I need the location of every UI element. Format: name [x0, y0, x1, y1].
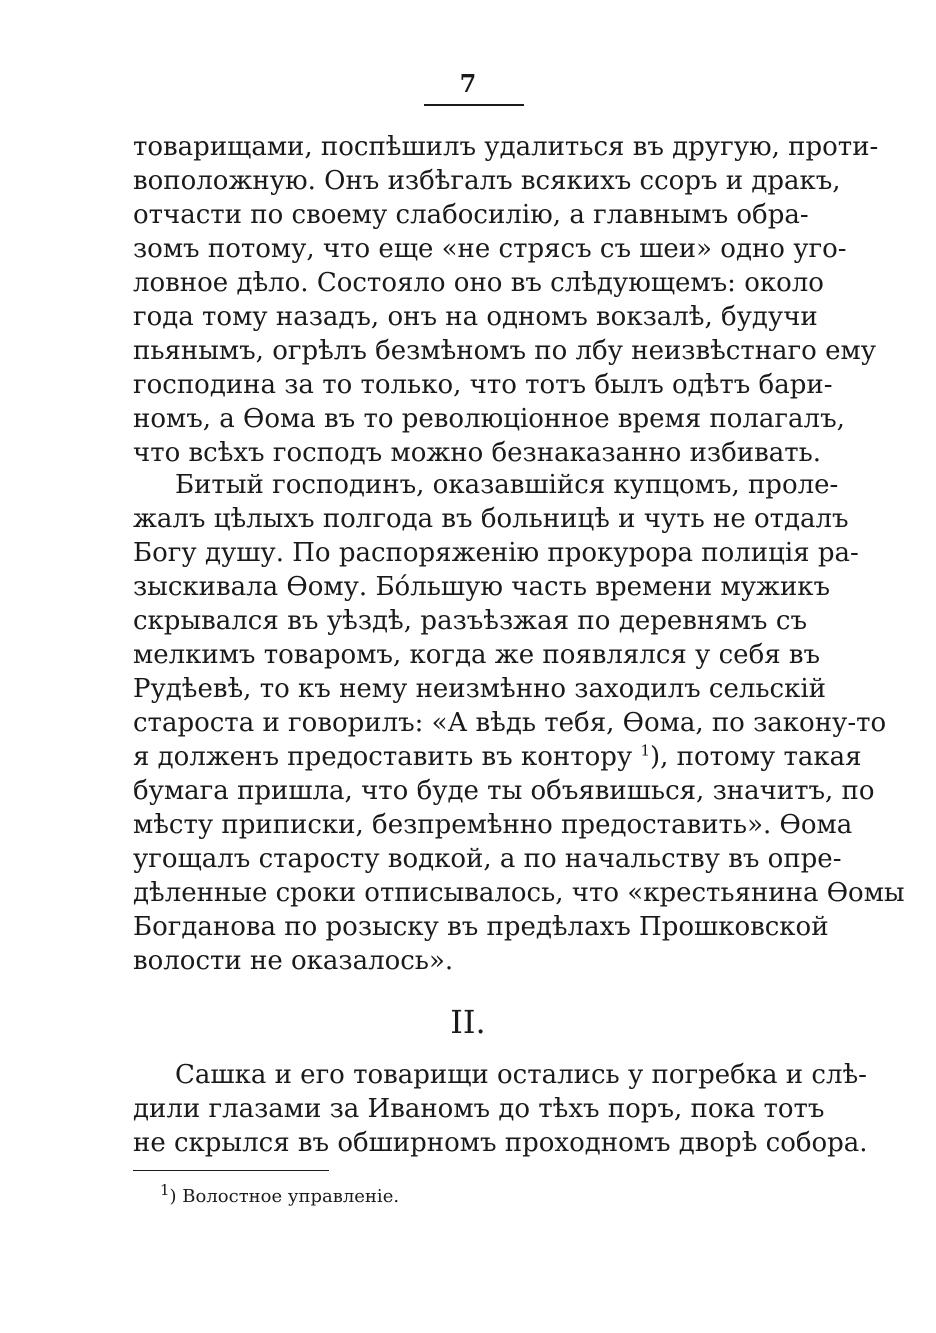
- text-line: зомъ потому, что еще «не стрясъ съ шеи» одно уго-: [133, 234, 847, 264]
- text-line: товарищами, поспѣшилъ удалиться въ другую, проти-: [133, 132, 879, 162]
- text-line: Богу душу. По распоряженію прокурора полиція ра-: [133, 538, 859, 568]
- footnote: [160, 1181, 400, 1210]
- text-line: волости не оказалось».: [133, 946, 454, 976]
- text-line: староста и говорилъ: «А вѣдь тебя, Ѳома, по закону-то: [133, 708, 887, 738]
- text-line: Рудѣевѣ, то къ нему неизмѣнно заходилъ сельскій: [133, 674, 827, 704]
- text-line: господина за то только, что тотъ былъ одѣтъ бари-: [133, 370, 833, 400]
- text-line: номъ, а Ѳома въ то революціонное время полагалъ,: [133, 404, 845, 434]
- footnote-marker: 1: [160, 1181, 170, 1199]
- text-line: зыскивала Ѳому. Бо́льшую часть времени мужикъ: [133, 572, 831, 602]
- text-line: года тому назадъ, онъ на одномъ вокзалѣ, будучи: [133, 302, 818, 332]
- text-line: угощалъ старосту водкой, а по начальству въ опре-: [133, 844, 842, 874]
- text-line: воположную. Онъ избѣгалъ всякихъ ссоръ и дракъ,: [133, 166, 841, 196]
- footnote-text: ) Волостное управленіе.: [169, 1186, 400, 1207]
- text-line: мелкимъ товаромъ, когда же появлялся у себя въ: [133, 640, 821, 670]
- page-number: 7: [459, 69, 477, 98]
- line-text-before: я долженъ предоставить въ контору: [133, 742, 641, 772]
- paragraph-2: [133, 468, 905, 978]
- text-line: дѣленные сроки отписывалось, что «крестьянина Ѳомы: [133, 878, 905, 908]
- text-line: Битый господинъ, оказавшійся купцомъ, проле-: [175, 470, 839, 500]
- text-line: не скрылся въ обширномъ проходномъ дворѣ собора.: [133, 1128, 868, 1158]
- text-line: пьянымъ, огрѣлъ безмѣномъ по лбу неизвѣстнаго ему: [133, 336, 877, 366]
- text-line: мѣсту приписки, безпремѣнно предоставить». Ѳома: [133, 810, 853, 840]
- text-line: Сашка и его товарищи остались у погребка и слѣ-: [175, 1060, 867, 1090]
- text-line-with-footnote-ref: [133, 740, 862, 774]
- line-text-after: ), потому такая: [650, 742, 862, 772]
- section-heading: II.: [450, 1003, 486, 1041]
- text-line: бумага пришла, что буде ты объявишься, значитъ, по: [133, 776, 875, 806]
- text-line: отчасти по своему слабосилію, а главнымъ обра-: [133, 200, 809, 230]
- footnote-reference: 1: [640, 741, 650, 760]
- paragraph-1: [133, 130, 879, 470]
- paragraph-3: [133, 1058, 868, 1160]
- footnote-rule: [133, 1170, 329, 1171]
- text-line: жалъ цѣлыхъ полгода въ больницѣ и чуть не отдалъ: [133, 504, 849, 534]
- text-line: ловное дѣло. Состояло оно въ слѣдующемъ: около: [133, 268, 824, 298]
- text-line: что всѣхъ господъ можно безнаказанно избивать.: [133, 438, 822, 468]
- text-line: скрывался въ уѣздѣ, разъѣзжая по деревнямъ съ: [133, 606, 807, 636]
- text-line: дили глазами за Иваномъ до тѣхъ поръ, пока тотъ: [133, 1094, 825, 1124]
- text-line: Богданова по розыску въ предѣлахъ Прошковской: [133, 912, 829, 942]
- page-number-rule: [424, 104, 524, 106]
